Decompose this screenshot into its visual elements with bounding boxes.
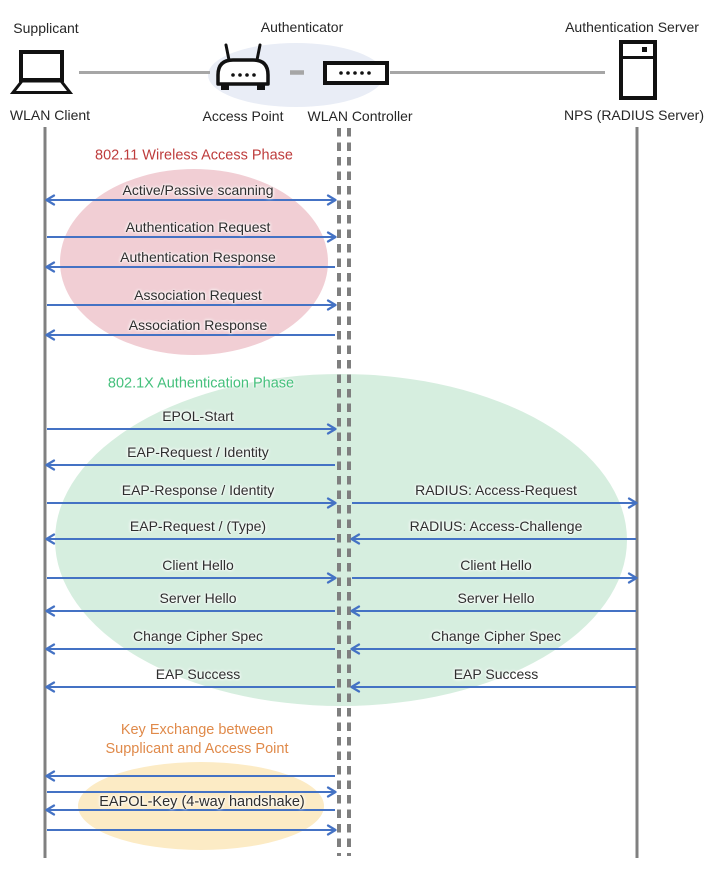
message-label: RADIUS: Access-Challenge [409, 518, 583, 534]
message-label: Change Cipher Spec [431, 628, 561, 644]
laptop-icon [13, 52, 70, 93]
device-label-nps-radius-server: NPS (RADIUS Server) [563, 107, 705, 123]
message-label: Server Hello [159, 590, 237, 606]
message-label: Client Hello [162, 557, 234, 573]
message-label: EPOL-Start [162, 408, 234, 424]
device-label-access-point: Access Point [202, 108, 284, 124]
message-label: Active/Passive scanning [122, 182, 274, 198]
message-label: Change Cipher Spec [133, 628, 263, 644]
device-label-wlan-client: WLAN Client [9, 107, 91, 123]
phase-title-wireless-access-phase: 802.11 Wireless Access Phase [95, 147, 293, 164]
message-label: Authentication Request [125, 219, 271, 235]
message-label: Client Hello [460, 557, 532, 573]
message-label: Association Request [134, 287, 262, 303]
phase-title-dot1x-authentication-phase: 802.1X Authentication Phase [107, 375, 295, 392]
device-label-wlan-controller: WLAN Controller [307, 108, 413, 124]
phase-title-line: Key Exchange between [120, 722, 274, 738]
shared-message-label: EAPOL-Key (4-way handshake) [99, 794, 305, 810]
message-label: EAP Success [155, 666, 241, 682]
message-label: EAP-Response / Identity [121, 482, 275, 498]
message-label: EAP Success [453, 666, 539, 682]
role-label-authenticator: Authenticator [260, 19, 344, 35]
message-label: Association Response [128, 317, 268, 333]
wlan-controller-icon [325, 63, 387, 83]
phase-title-key-exchange-phase [106, 721, 289, 759]
message-label: Server Hello [457, 590, 535, 606]
server-icon [621, 42, 655, 98]
message-label: Authentication Response [120, 249, 276, 265]
role-label-supplicant: Supplicant [13, 20, 79, 36]
message-label: EAP-Request / (Type) [129, 518, 267, 534]
message-label: RADIUS: Access-Request [415, 482, 577, 498]
phase-title-line: Supplicant and Access Point [105, 741, 289, 757]
message-label: EAP-Request / Identity [127, 444, 269, 460]
role-label-authentication-server: Authentication Server [565, 19, 699, 35]
